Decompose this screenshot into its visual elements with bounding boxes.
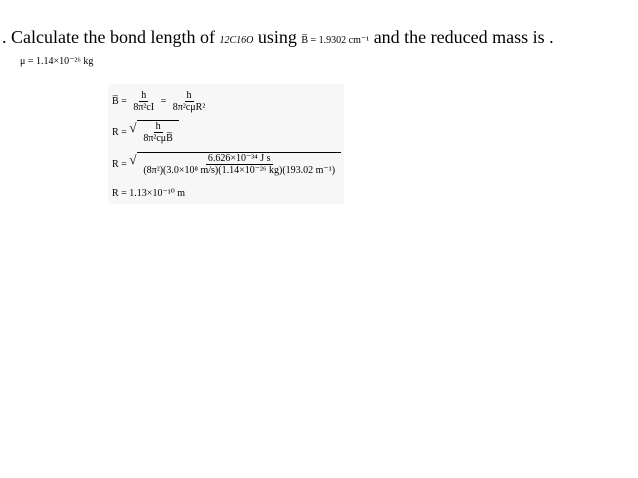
eq2-left: R =: [112, 126, 127, 138]
equation-r1: [112, 120, 179, 144]
eq3-den: (8π²)(3.0×10⁸ m/s)(1.14×10⁻²⁶ kg)(193.02 m⁻¹): [143, 165, 336, 176]
equation-result: R = 1.13×10⁻¹⁰ m: [112, 188, 186, 199]
b-bar-value: B̅ = 1.9302 cm⁻¹: [301, 35, 370, 46]
equation-r2: [112, 152, 341, 176]
eq3-frac: [141, 153, 337, 176]
eq2-num: √ h: [155, 121, 161, 132]
question-prefix: . Calculate the bond length of: [2, 27, 215, 47]
eq1-frac1: [131, 90, 156, 113]
eq1-left: B̅ =: [112, 95, 127, 107]
question-using: using: [257, 27, 297, 47]
equation-bbar: [112, 90, 209, 113]
eq2-frac: [141, 121, 175, 144]
reduced-mass: μ = 1.14×10⁻²⁶ kg: [20, 56, 94, 67]
question-end: .: [549, 27, 554, 47]
eq1-equals: =: [160, 95, 167, 107]
question-text: [2, 25, 636, 49]
question-tail: and the reduced mass is: [373, 27, 545, 47]
eq3-sqrt: [129, 152, 341, 176]
equation-panel: [108, 84, 344, 204]
eq2-den: 8π²cμB̅: [143, 133, 173, 144]
eq1-frac2-den: 8π²cμR²: [172, 102, 206, 113]
eq1-frac2-num: h: [186, 90, 192, 101]
eq1-frac2: [171, 90, 208, 113]
eq3-num: √ 6.626×10⁻³⁴ J s: [207, 153, 271, 164]
molecule-label: 12C16O: [219, 35, 254, 46]
eq1-frac1-num: h: [141, 90, 147, 101]
eq3-left: R =: [112, 158, 127, 170]
eq2-sqrt: [129, 120, 179, 144]
eq1-frac1-den: 8π²cI: [133, 102, 155, 113]
